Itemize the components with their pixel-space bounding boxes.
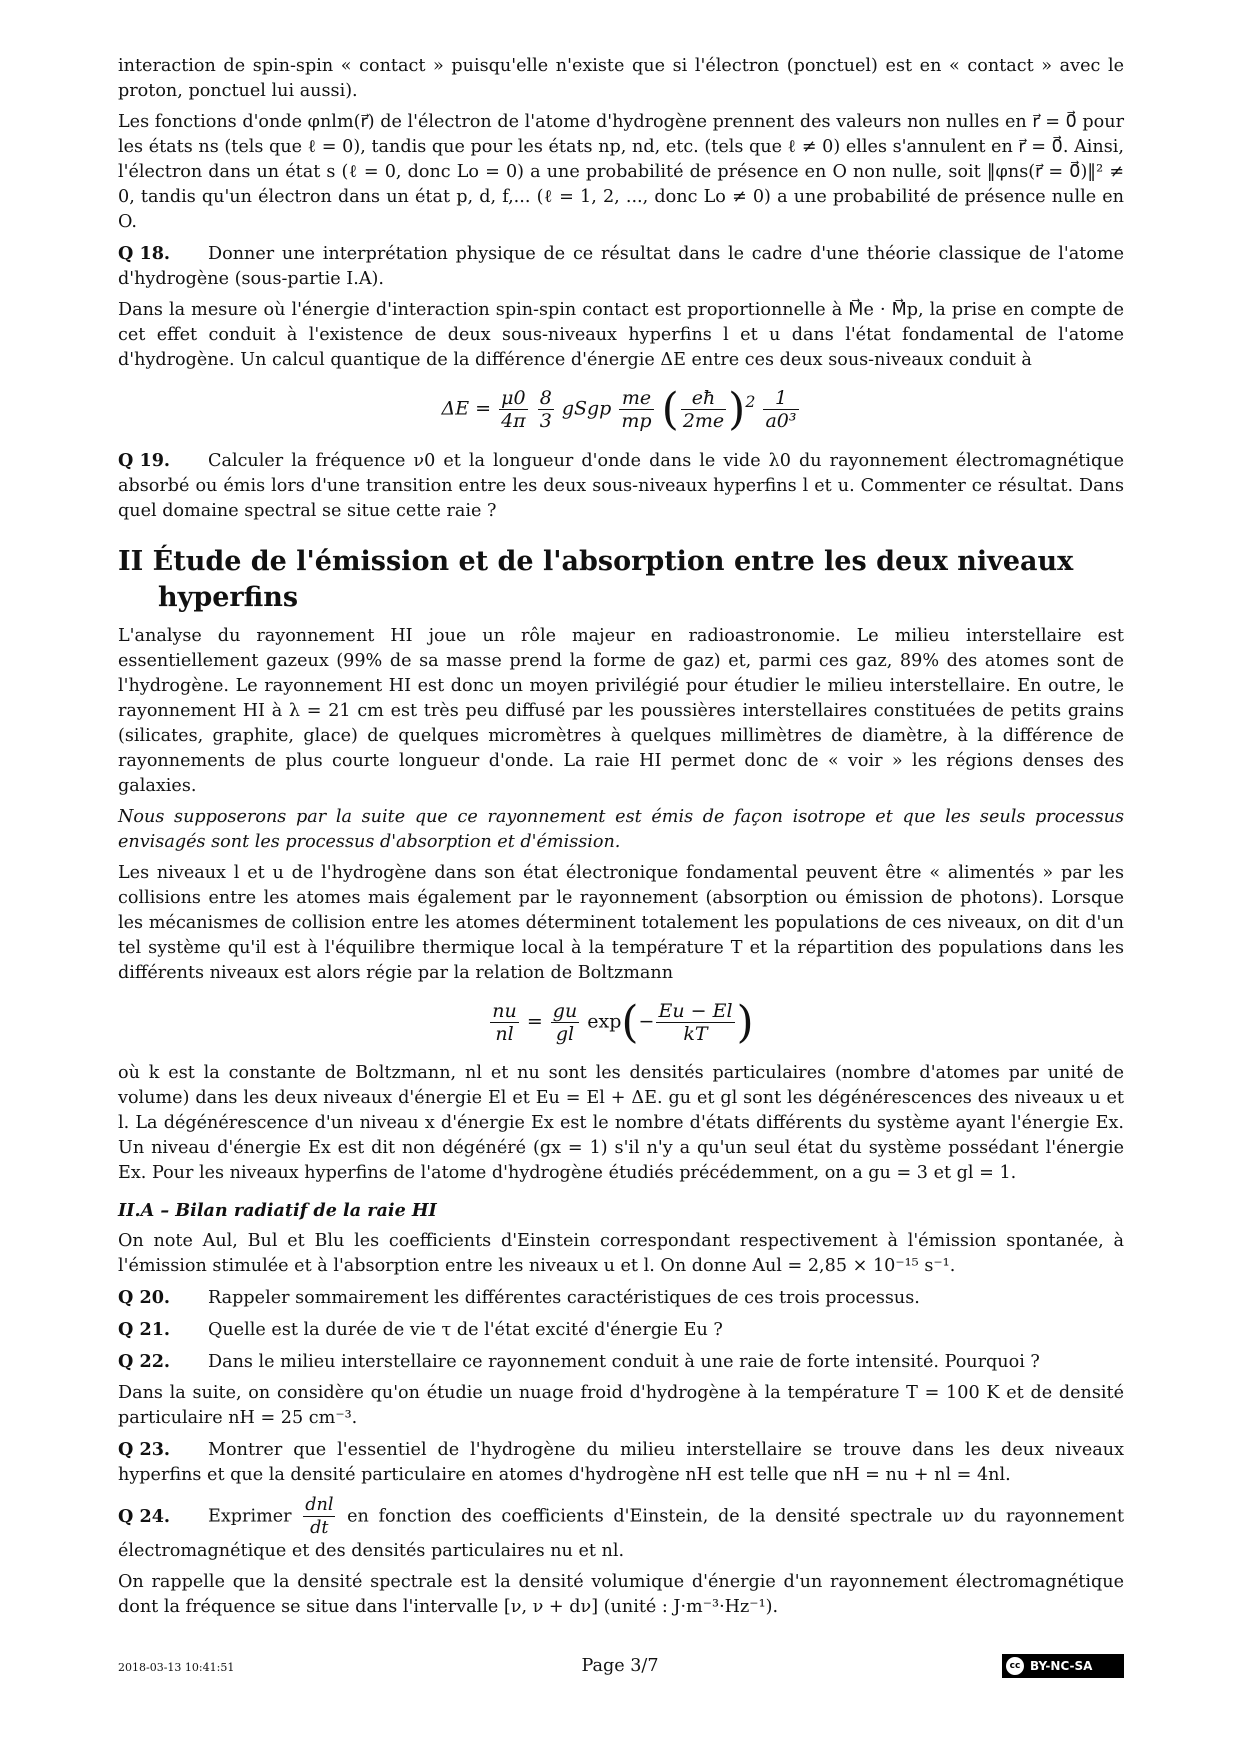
eq-paren-open: ( [621, 997, 639, 1048]
eq-fraction: $\frac{gu}{gl}$ [552, 1000, 578, 1045]
question-text: Quelle est la durée de vie τ de l'état excité d'énergie Eu ? [208, 1320, 723, 1340]
question-label: Q 22. [118, 1351, 171, 1372]
question-19 [118, 448, 1124, 524]
question-text-pre: Exprimer [208, 1506, 292, 1527]
question-20 [118, 1285, 1124, 1311]
question-text: Montrer que l'essentiel de l'hydrogène du milieu interstellaire se trouve dans les deux niveaux hyperfins et que la densité particulaire en atomes d'hydrogène nH est telle que nH = nu + nl = 4nl. [118, 1440, 1124, 1485]
question-label: Q 24. [118, 1505, 171, 1527]
eq-fraction: $\frac{\mu 0}{4\pi}$ [501, 387, 526, 432]
eq-fraction: $\frac{Eu - El}{kT}$ [658, 1000, 733, 1045]
question-label: Q 20. [118, 1287, 171, 1308]
eq-fraction: $\frac{\text{dnl}}{dt}$ [305, 1495, 334, 1538]
question-text: Dans le milieu interstellaire ce rayonnement conduit à une raie de forte intensité. Pourquoi ? [208, 1352, 1040, 1372]
page-content [118, 54, 1124, 1626]
eq-exp: exp [587, 1010, 622, 1033]
question-label: Q 19. [118, 450, 171, 471]
assumption-paragraph: Nous supposerons par la suite que ce rayonnement est émis de façon isotrope et que les seuls processus envisagés sont les processus d'absorption et d'émission. [118, 807, 1124, 852]
footer-timestamp: 2018-03-13 10:41:51 [118, 1661, 235, 1674]
question-text: Rappeler sommairement les différentes caractéristiques de ces trois processus. [208, 1288, 920, 1308]
delta-e-paragraph: Dans la mesure où l'énergie d'interaction spin-spin contact est proportionnelle à M⃗e · M⃗p, la prise en compte de cet effet conduit à l'existence de deux sous-niveaux hyperfins l et u dans l'état fondamental de l'atome d'hydrogène. Un calcul quantique de la différence d'énergie ΔE entre ces deux sous-niveaux conduit à [118, 300, 1124, 370]
question-text: Donner une interprétation physique de ce résultat dans le cadre d'une théorie classique de l'atome d'hydrogène (sous-partie I.A). [118, 244, 1124, 289]
question-text-post: en fonction des coefficients d'Einstein, de la densité spectrale uν du rayonnement électromagnétique et des densités particulaires nu et nl. [118, 1506, 1125, 1561]
intro-paragraph-1: interaction de spin-spin « contact » puisqu'elle n'existe que si l'électron (ponctuel) est en « contact » avec le proton, ponctuel lui aussi). [118, 56, 1124, 101]
eq-fraction: $\frac{8}{3}$ [539, 387, 552, 432]
cloud-paragraph: Dans la suite, on considère qu'on étudie un nuage froid d'hydrogène à la température T = 100 K et de densité particulaire nH = 25 cm⁻³. [118, 1383, 1124, 1428]
intro-paragraph-2: Les fonctions d'onde φnlm(r⃗) de l'électron de l'atome d'hydrogène prennent des valeurs non nulles en r⃗ = 0⃗ pour les états ns (tels que ℓ = 0), tandis que pour les états np, nd, etc. (tels que ℓ ≠ 0) elles s'annulent en r⃗ = 0⃗. Ainsi, l'électron dans un état s (ℓ = 0, donc Lo = 0) a une probabilité de présence en O non nulle, soit ‖φns(r⃗ = 0⃗)‖² ≠ 0, tandis qu'un électron dans un état p, d, f,... (ℓ = 1, 2, ..., donc Lo ≠ 0) a une probabilité de présence nulle en O. [118, 112, 1124, 232]
question-22 [118, 1349, 1124, 1375]
question-label: Q 18. [118, 243, 171, 264]
eq-fraction: $\frac{nu}{nl}$ [492, 1000, 517, 1045]
last-paragraph: On rappelle que la densité spectrale est la densité volumique d'énergie d'un rayonnement électromagnétique dont la fréquence se situe dans l'intervalle [ν, ν + dν] (unité : J·m⁻³·Hz⁻¹). [118, 1572, 1124, 1617]
hi-paragraph: L'analyse du rayonnement HI joue un rôle majeur en radioastronomie. Le milieu interstellaire est essentiellement gazeux (99% de sa masse prend la forme de gaz) et, parmi ces gaz, 89% des atomes sont de l'hydrogène. Le rayonnement HI est donc un moyen privilégié pour étudier le milieu interstellaire. En outre, le rayonnement HI à λ = 21 cm est très peu diffusé par les poussières interstellaires constituées de petits grains (silicates, graphite, glace) de quelques micromètres à quelques millimètres de diamètre, à la différence de rayonnements de plus courte longueur d'onde. La raie HI permet donc de « voir » les régions denses des galaxies. [118, 626, 1124, 796]
creative-commons-icon: cc [1006, 1657, 1024, 1675]
equation-delta-e [118, 384, 1124, 435]
eq-exponent: 2 [745, 392, 756, 412]
einstein-paragraph: On note Aul, Bul et Blu les coefficients d'Einstein correspondant respectivement à l'émission spontanée, à l'émission stimulée et à l'absorption entre les niveaux u et l. On donne Aul = 2,85 × 10⁻¹⁵ s⁻¹. [118, 1231, 1124, 1276]
license-badge [1002, 1654, 1124, 1678]
question-18 [118, 241, 1124, 292]
section-title: II Étude de l'émission et de l'absorption entre les deux niveaux hyperfins [118, 546, 1074, 613]
eq-lhs: ΔE = [441, 397, 492, 420]
question-label: Q 21. [118, 1319, 171, 1340]
levels-paragraph: Les niveaux l et u de l'hydrogène dans son état électronique fondamental peuvent être « alimentés » par les collisions entre les atomes mais également par le rayonnement (absorption ou émission de photons). Lorsque les mécanismes de collision entre les atomes déterminent totalement les populations de ces niveaux, on dit d'un tel système qu'il est à l'équilibre thermique local à la température T et la répartition des populations dans les différents niveaux est alors régie par la relation de Boltzmann [118, 863, 1124, 983]
eq-fraction: $\frac{me}{mp}$ [621, 387, 652, 432]
page-number: Page 3/7 [581, 1656, 659, 1676]
where-paragraph: où k est la constante de Boltzmann, nl et nu sont les densités particulaires (nombre d'atomes par unité de volume) dans les deux niveaux d'énergie El et Eu = El + ΔE. gu et gl sont les dégénérescences des niveaux u et l. La dégénérescence d'un niveau x d'énergie Ex est le nombre d'états différents du système ayant l'énergie Ex. Un niveau d'énergie Ex est dit non dégénéré (gx = 1) s'il n'y a qu'un seul état du système possédant l'énergie Ex. Pour les niveaux hyperfins de l'atome d'hydrogène étudiés précédemment, on a gu = 3 et gl = 1. [118, 1063, 1124, 1183]
eq-equals: = [526, 1010, 543, 1033]
eq-factor: gSgp [561, 397, 612, 420]
eq-fraction: $\frac{eħ}{2me}$ [682, 387, 725, 432]
eq-paren-close: ) [736, 997, 754, 1048]
eq-paren-open: ( [661, 384, 679, 435]
eq-fraction: $\frac{1}{\text{a0³}}$ [765, 387, 797, 432]
eq-paren-close: ) [728, 384, 746, 435]
question-23 [118, 1437, 1124, 1488]
license-text: BY-NC-SA [1030, 1659, 1093, 1673]
question-24 [118, 1494, 1124, 1564]
question-21 [118, 1317, 1124, 1343]
question-label: Q 23. [118, 1439, 171, 1460]
question-text: Calculer la fréquence ν0 et la longueur d'onde dans le vide λ0 du rayonnement électromagnétique absorbé ou émis lors d'une transition entre les deux sous-niveaux hyperfins l et u. Commenter ce résultat. Dans quel domaine spectral se situe cette raie ? [118, 451, 1124, 521]
equation-boltzmann: $\frac{nu}{nl}$ = $\frac{gu}{gl}$ exp(− $\frac{Eu - El}{kT}$ ) [492, 997, 754, 1048]
subsection-title: II.A – Bilan radiatif de la raie HI [118, 1200, 437, 1221]
